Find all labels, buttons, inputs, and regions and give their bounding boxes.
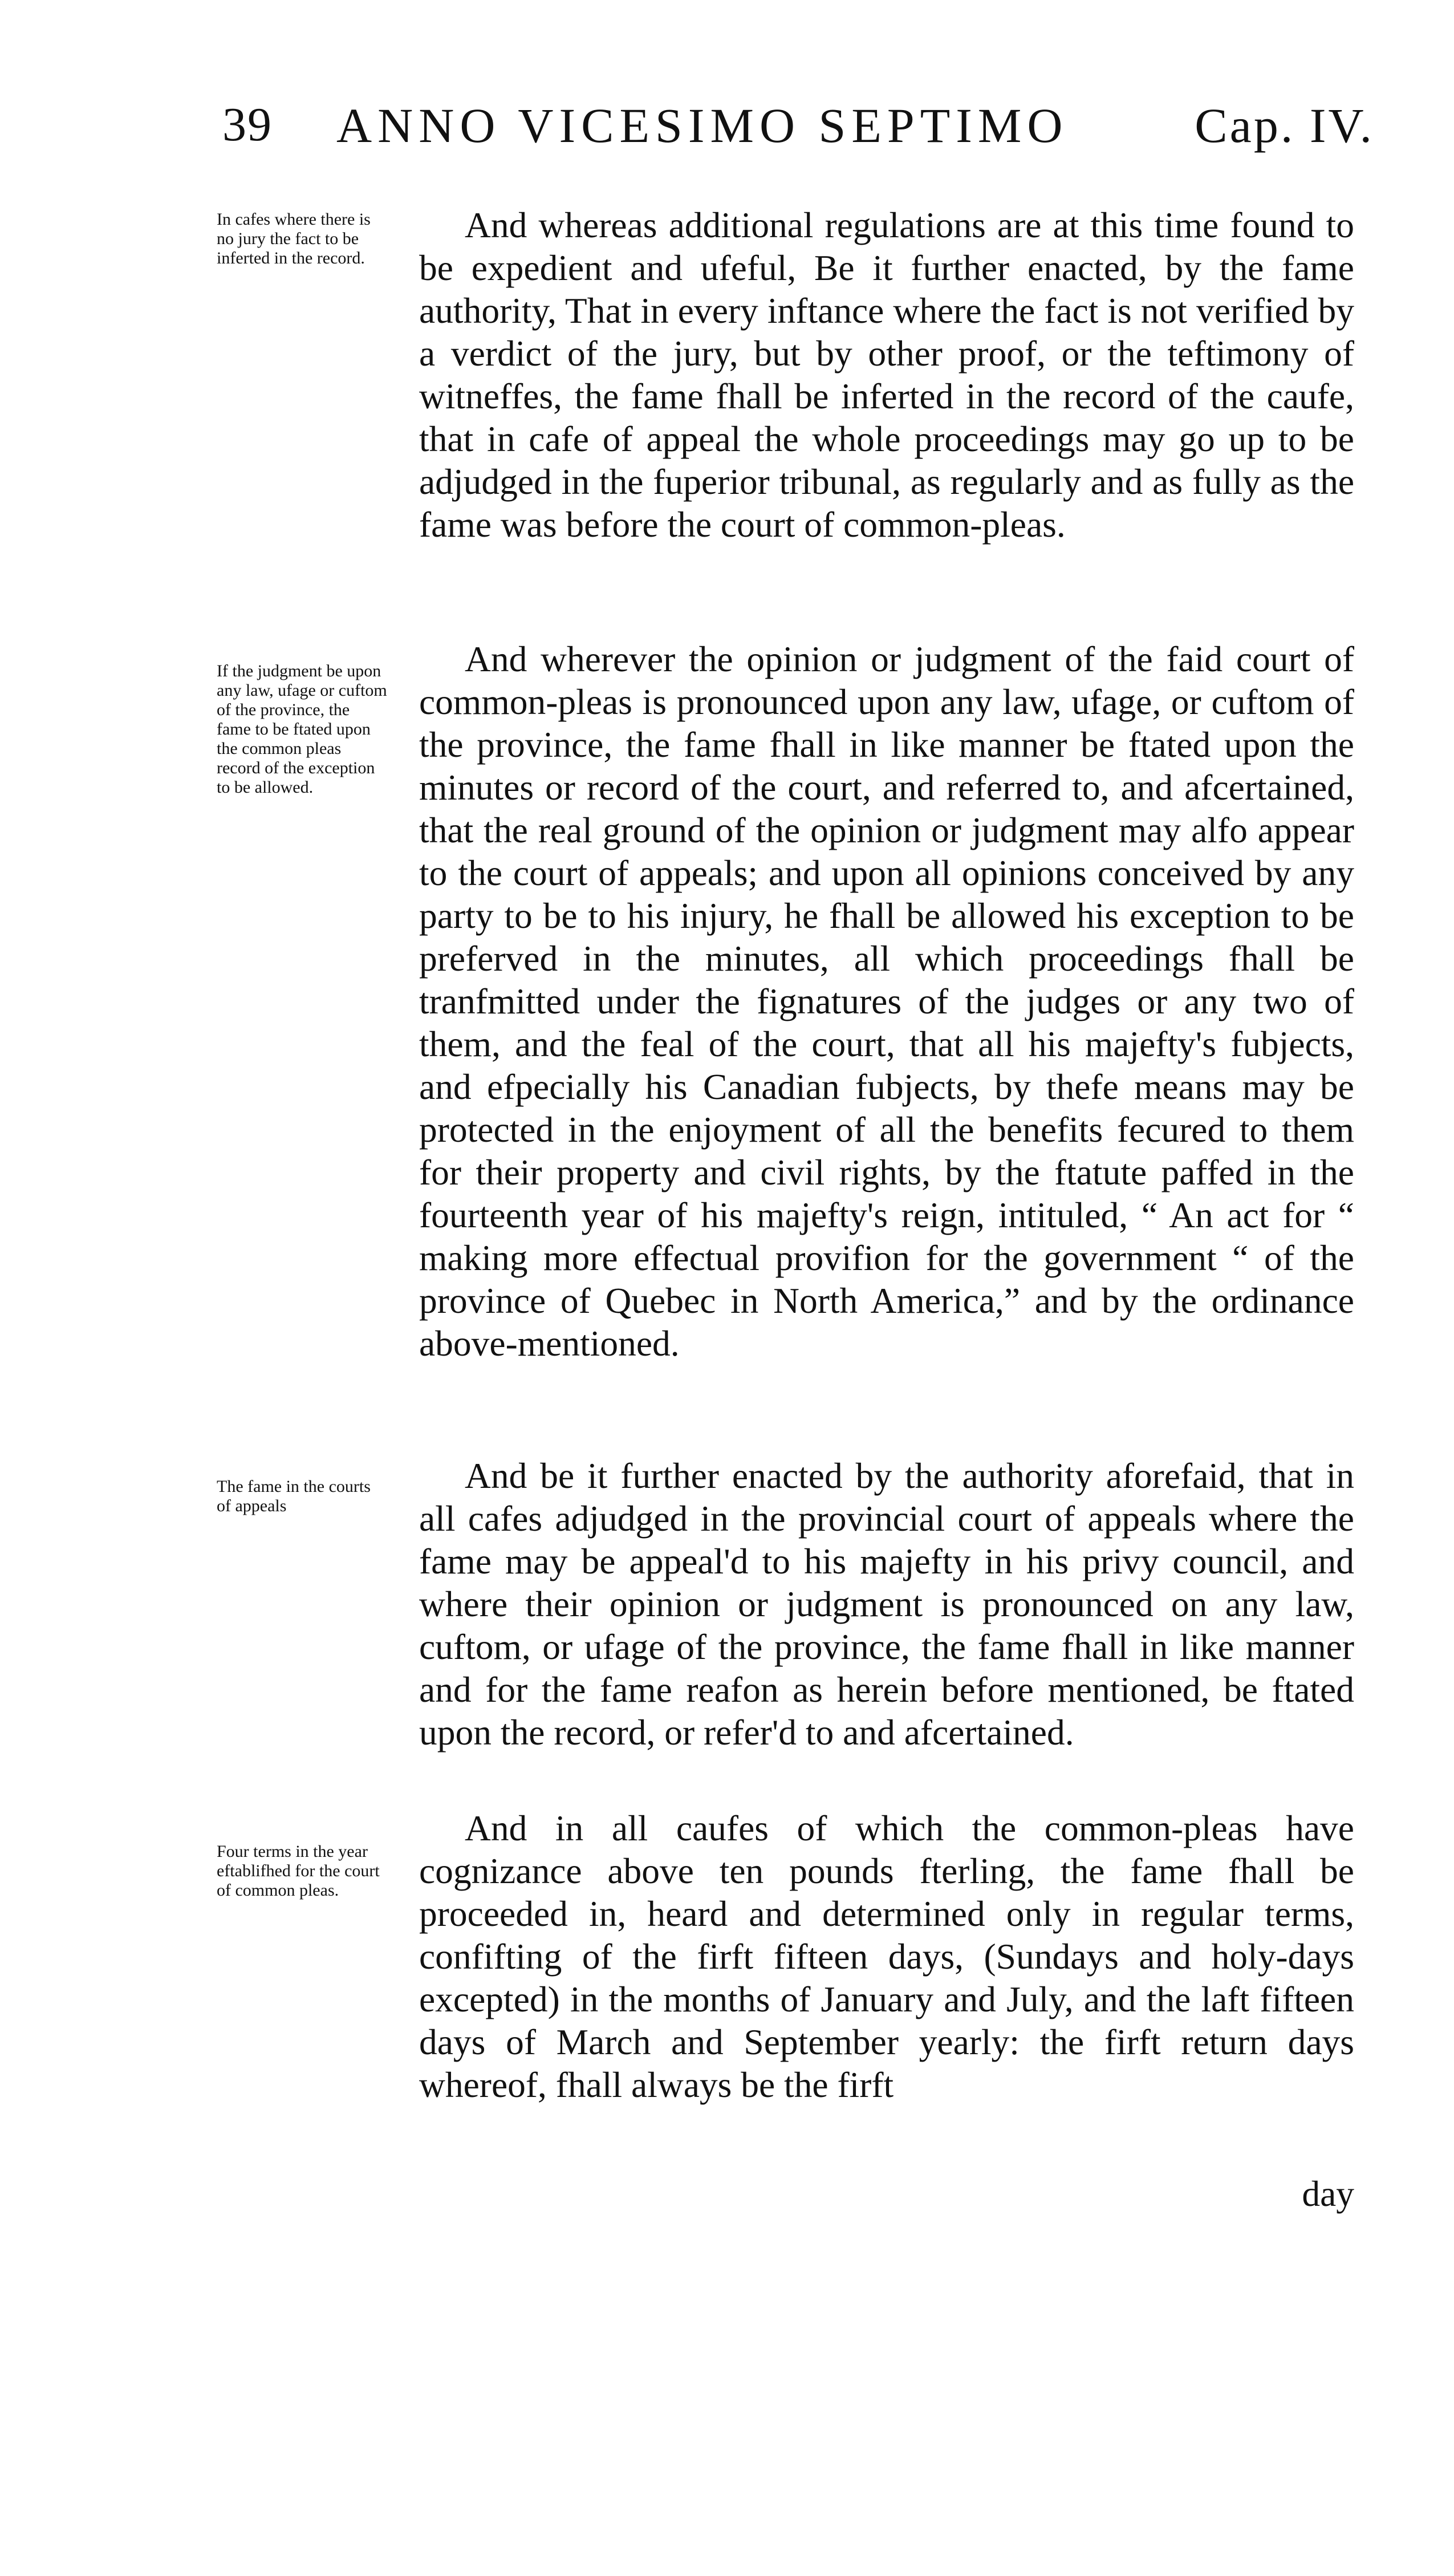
margin-note: If the judgment be upon any law, ufage or cuftom of the province, the fame to be ftated upon the common pleas record of the exception to be allowed.: [217, 662, 387, 797]
body-paragraph: [419, 1454, 1354, 1754]
paragraph-text: And whereas additional regulations are at this time found to be expedient and ufeful, Be it further enacted, by the fame authority, That in every inftance where the fact is not verified by a verdict of the jury, but by other proof, or the teftimony of witneffes, the fame fhall be inferted in the record of the caufe, that in cafe of appeal the whole proceedings may go up to be adjudged in the fuperior tribunal, as regularly and as fully as the fame was before the court of common-pleas.: [419, 205, 1354, 545]
chapter-label: Cap. IV.: [1195, 98, 1374, 153]
margin-note: The fame in the courts of appeals: [217, 1477, 371, 1515]
page-number: 39: [222, 98, 273, 151]
paragraph-text: And wherever the opinion or judgment of the faid court of common-pleas is pronounced upon any law, ufage, or cuftom of the province, the fame fhall in like manner be ftated upon the minutes or record of the court, and referred to, and afcertained, that the real ground of the opinion or judgment may alfo appear to the court of appeals; and upon all opinions conceived by any party to be to his injury, he fhall be allowed his exception to be preferved in the minutes, all which proceedings fhall be tranfmitted under the fignatures of the judges or any two of them, and the feal of the court, that all his majefty's fubjects, and efpecially his Canadian fubjects, by thefe means may be protected in the enjoyment of all the benefits fecured to them for their property and civil rights, by the ftatute paffed in the fourteenth year of his majefty's reign, intituled, “ An act for “ making more effectual provifion for the government “ of the province of Quebec in North America,” and by the ordinance above-mentioned.: [419, 639, 1354, 1364]
catchword: day: [1302, 2173, 1354, 2214]
paragraph-text: And in all caufes of which the common-pleas have cognizance above ten pounds fterling, the fame fhall be proceeded in, heard and determined only in regular terms, confifting of the firft fifteen days, (Sundays and holy-days excepted) in the months of January and July, and the laft fifteen days of March and September yearly: the firft return days whereof, fhall always be the firft: [419, 1808, 1354, 2105]
body-paragraph: [419, 1807, 1354, 2106]
running-title: ANNO VICESIMO SEPTIMO: [336, 98, 1069, 153]
margin-note: In cafes where there is no jury the fact to be inferted in the record.: [217, 210, 371, 267]
running-header: [222, 97, 1374, 165]
body-paragraph: [419, 638, 1354, 1365]
margin-note: Four terms in the year eftablifhed for the court of common pleas.: [217, 1842, 380, 1900]
paragraph-text: And be it further enacted by the authority aforefaid, that in all cafes adjudged in the provincial court of appeals where the fame may be appeal'd to his majefty in his privy council, and where their opinion or judgment is pronounced on any law, cuftom, or ufage of the province, the fame fhall in like manner and for the fame reafon as herein before mentioned, be ftated upon the record, or refer'd to and afcertained.: [419, 1455, 1354, 1753]
body-paragraph: [419, 204, 1354, 546]
